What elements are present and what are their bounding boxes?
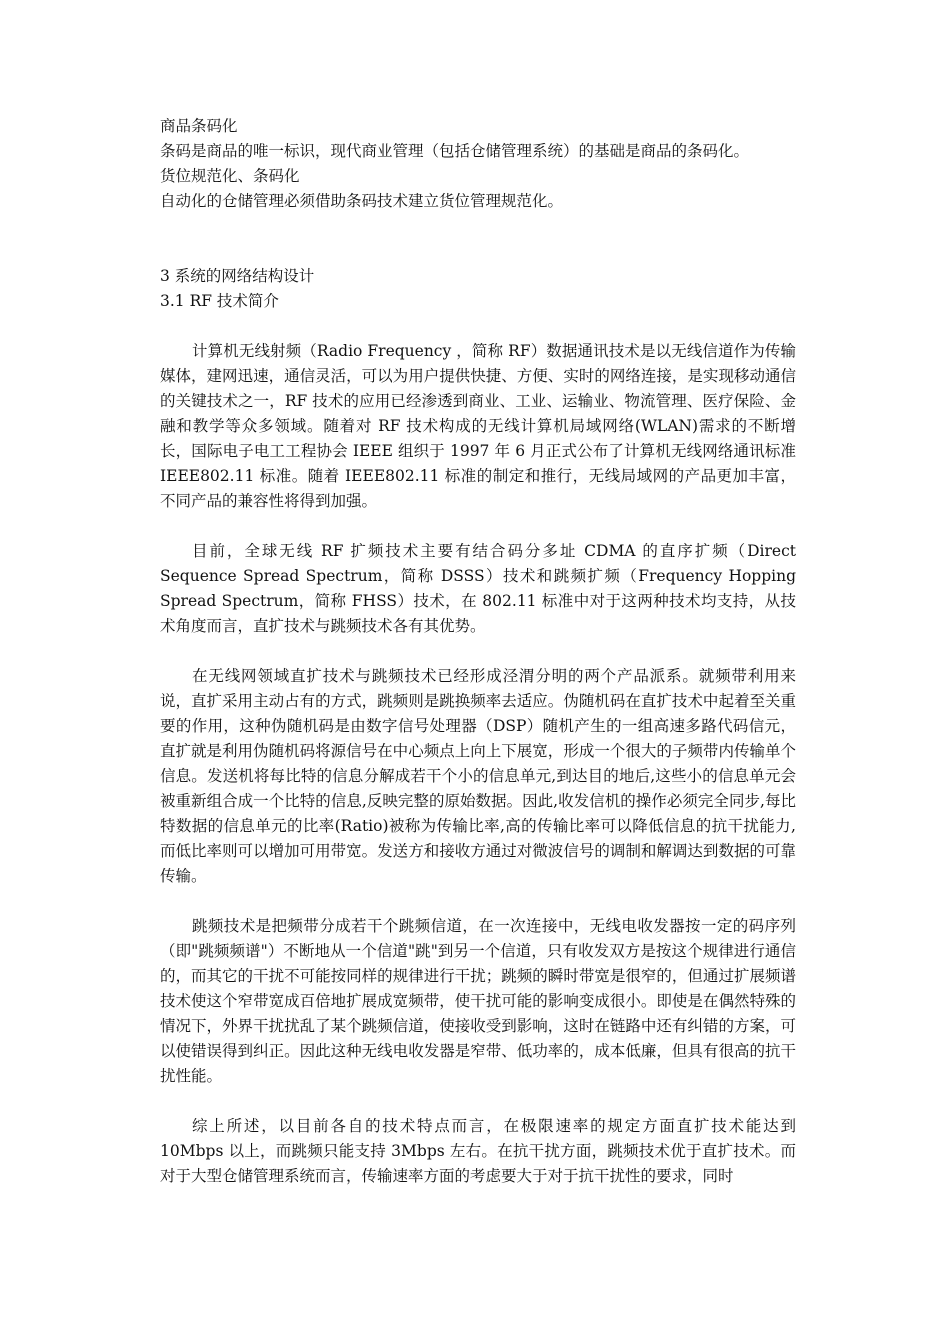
item-text-barcode: 条码是商品的唯一标识，现代商业管理（包括仓储管理系统）的基础是商品的条码化。 [160,142,750,160]
item-heading-location: 货位规范化、条码化 [160,167,300,185]
spacer [160,639,796,664]
spacer [160,214,796,264]
paragraph-dsss: 在无线网领域直扩技术与跳频技术已经形成泾渭分明的两个产品派系。就频带利用来说，直扩采用主动占有的方式，跳频则是跳换频率去适应。伪随机码在直扩技术中起着至关重要的作用，这种伪随机码是由数字信号处理器（DSP）随机产生的一组高速多路代码信元，直扩就是利用伪随机码将源信号在中心频点上向上下展宽，形成一个很大的子频带内传输单个信息。发送机将每比特的信息分解成若干个小的信息单元,到达目的地后,这些小的信息单元会被重新组合成一个比特的信息,反映完整的原始数据。因此,收发信机的操作必须完全同步,每比特数据的信息单元的比率(Ratio)被称为传输比率,高的传输比率可以降低信息的抗干扰能力,而低比率则可以增加可用带宽。发送方和接收方通过对微波信号的调制和解调达到数据的可靠传输。 [160,667,796,885]
paragraph-rf-intro: 计算机无线射频（Radio Frequency ，简称 RF）数据通讯技术是以无线信道作为传输媒体，建网迅速，通信灵活，可以为用户提供快捷、方便、实时的网络连接，是实现移动通信的关键技术之一，RF 技术的应用已经渗透到商业、工业、运输业、物流管理、医疗保险、金融和教学等众多领域。随着对 RF 技术构成的无线计算机局域网络(WLAN)需求的不断增长，国际电子电工工程协会 IEEE 组织于 1997 年 6 月正式公布了计算机无线网络通讯标准 IEEE802.11 标准。随着 IEEE802.11 标准的制定和推行，无线局域网的产品更加丰富，不同产品的兼容性将得到加强。 [160,342,796,510]
spacer [160,314,796,339]
spacer [160,1089,796,1114]
item-text-location: 自动化的仓储管理必须借助条码技术建立货位管理规范化。 [160,192,564,210]
paragraph-summary: 综上所述，以目前各自的技术特点而言，在极限速率的规定方面直扩技术能达到 10Mbps 以上，而跳频只能支持 3Mbps 左右。在抗干扰方面，跳频技术优于直扩技术。而对于大型仓储管理系统而言，传输速率方面的考虑要大于对于抗干扰性的要求，同时 [160,1117,796,1185]
item-heading-barcode: 商品条码化 [160,117,238,135]
spacer [160,514,796,539]
section-heading: 3 系统的网络结构设计 [160,267,315,285]
document-page [160,114,796,1189]
spacer [160,889,796,914]
section-subheading: 3.1 RF 技术简介 [160,292,279,310]
paragraph-spread-spectrum: 目前，全球无线 RF 扩频技术主要有结合码分多址 CDMA 的直序扩频（Direct Sequence Spread Spectrum，简称 DSSS）技术和跳频扩频（Frequency Hopping Spread Spectrum，简称 FHSS）技术，在 802.11 标准中对于这两种技术均支持，从技术角度而言，直扩技术与跳频技术各有其优势。 [160,542,796,635]
paragraph-fhss: 跳频技术是把频带分成若干个跳频信道，在一次连接中，无线电收发器按一定的码序列（即"跳频频谱"）不断地从一个信道"跳"到另一个信道，只有收发双方是按这个规律进行通信的，而其它的干扰不可能按同样的规律进行干扰；跳频的瞬时带宽是很窄的，但通过扩展频谱技术使这个窄带宽成百倍地扩展成宽频带，使干扰可能的影响变成很小。即使是在偶然特殊的情况下，外界干扰扰乱了某个跳频信道，使接收受到影响，这时在链路中还有纠错的方案，可以使错误得到纠正。因此这种无线电收发器是窄带、低功率的，成本低廉，但具有很高的抗干扰性能。 [160,917,796,1085]
